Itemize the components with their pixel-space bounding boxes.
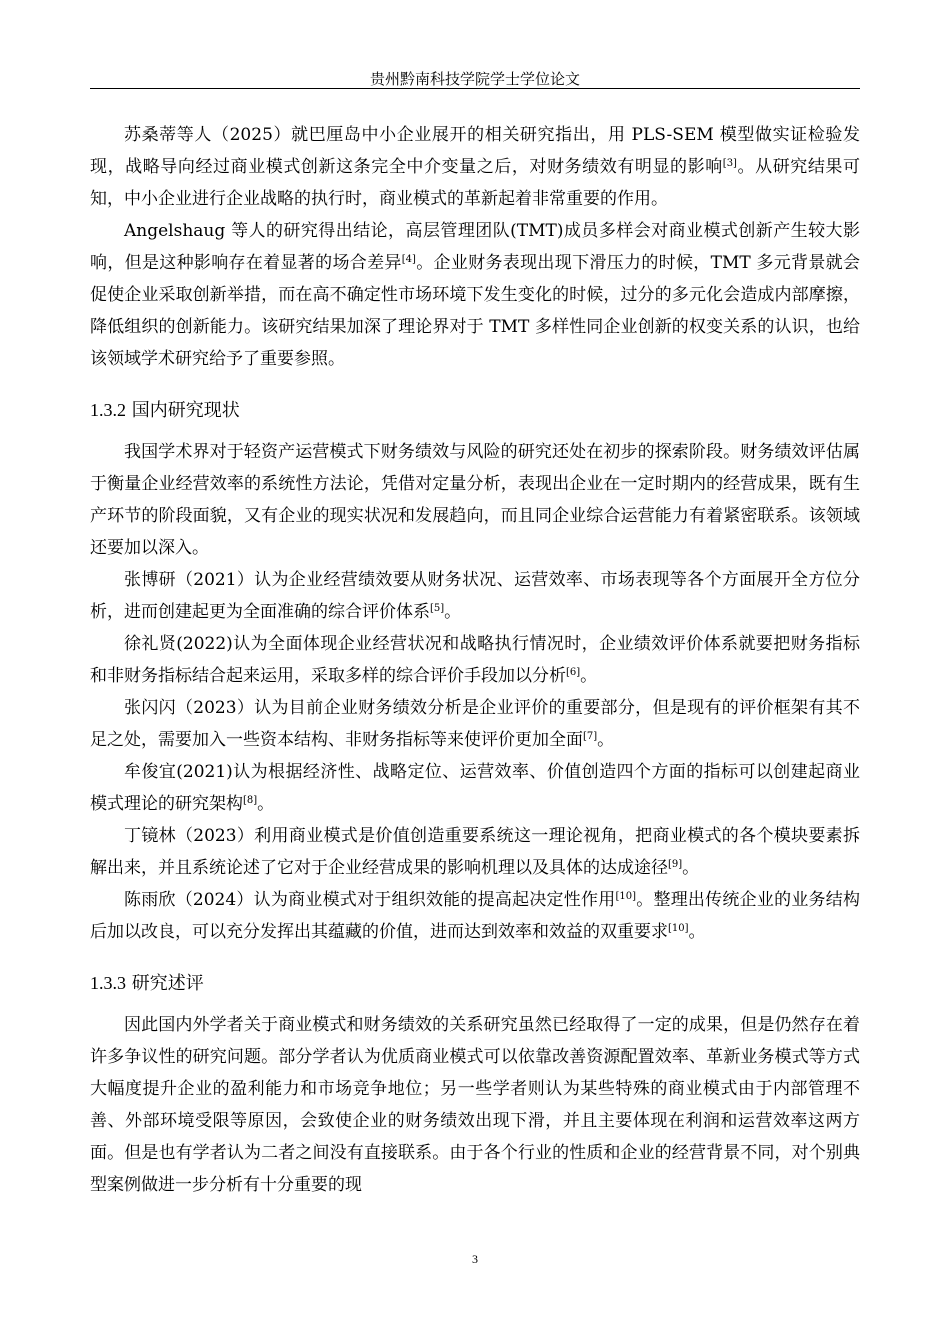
section-number: 1.3.2 (90, 400, 126, 420)
citation-ref: [7] (583, 731, 598, 742)
header-rule (90, 88, 860, 89)
citation-ref: [3] (722, 158, 737, 169)
paragraph-zhang-boyan: 张博研（2021）认为企业经营绩效要从财务状况、运营效率、市场表现等各个方面展开全方位分析，进而创建起更为全面准确的综合评价体系[5]。 (90, 570, 860, 622)
section-heading-1-3-2 (90, 395, 860, 426)
citation-ref: [8] (243, 795, 258, 806)
citation-ref: [6] (566, 667, 581, 678)
page-number: 3 (472, 1252, 478, 1266)
section-heading-1-3-3 (90, 968, 860, 999)
paragraph-sustanti: 苏桑蒂等人（2025）就巴厘岛中小企业展开的相关研究指出，用 PLS-SEM 模型做实证检验发现，战略导向经过商业模式创新这条完全中介变量之后，对财务绩效有明显的影响[3]。从研究结果可知，中小企业进行企业战略的执行时，商业模式的革新起着非常重要的作用。 (90, 125, 861, 209)
paragraph-chen-yuxin: 陈雨欣（2024）认为商业模式对于组织效能的提高起决定性作用[10]。整理出传统企业的业务结构后加以改良，可以充分发挥出其蕴藏的价值，进而达到效率和效益的双重要求[10]。 (90, 890, 861, 942)
paragraph-ding-jinglin: 丁镜林（2023）利用商业模式是价值创造重要系统这一理论视角，把商业模式的各个模块要素拆解出来，并且系统论述了它对于企业经营成果的影响机理以及具体的达成途径[9]。 (90, 826, 860, 878)
paragraph-xu-lixian: 徐礼贤(2022)认为全面体现企业经营状况和战略执行情况时，企业绩效评价体系就要把财务指标和非财务指标结合起来运用，采取多样的综合评价手段加以分析[6]。 (90, 634, 860, 686)
paragraph-mou-junyi: 牟俊宜(2021)认为根据经济性、战略定位、运营效率、价值创造四个方面的指标可以创建起商业模式理论的研究架构[8]。 (90, 762, 860, 814)
section-number: 1.3.3 (90, 973, 126, 993)
paragraph-angelshaug: Angelshaug 等人的研究得出结论，高层管理团队(TMT)成员多样会对商业模式创新产生较大影响，但是这种影响存在着显著的场合差异[4]。企业财务表现出现下滑压力的时候，TMT 多元背景就会促使企业采取创新举措，而在高不确定性市场环境下发生变化的时候，过分的多元化会造成内部摩擦，降低组织的创新能力。该研究结果加深了理论界对于 TMT 多样性同企业创新的权变关系的认识，也给该领域学术研究给予了重要参照。 (90, 221, 860, 369)
page-body (90, 119, 860, 1201)
section-title: 研究述评 (131, 973, 204, 994)
citation-ref: [10] (668, 923, 689, 934)
citation-ref: [9] (668, 859, 683, 870)
section-title: 国内研究现状 (131, 400, 240, 421)
paragraph-zhang-shanshan: 张闪闪（2023）认为目前企业财务绩效分析是企业评价的重要部分，但是现有的评价框架有其不足之处，需要加入一些资本结构、非财务指标等来使评价更加全面[7]。 (90, 698, 860, 750)
running-header: 贵州黔南科技学院学士学位论文 (369, 70, 580, 88)
citation-ref: [10] (615, 891, 637, 902)
citation-ref: [5] (430, 603, 445, 614)
paragraph-domestic-intro: 我国学术界对于轻资产运营模式下财务绩效与风险的研究还处在初步的探索阶段。财务绩效评估属于衡量企业经营效率的系统性方法论，凭借对定量分析，表现出企业在一定时期内的经营成果，既有生产环节的阶段面貌，又有企业的现实状况和发展趋向，而且同企业综合运营能力有着紧密联系。该领域还要加以深入。 (90, 442, 860, 558)
paragraph-review: 因此国内外学者关于商业模式和财务绩效的关系研究虽然已经取得了一定的成果，但是仍然存在着许多争议性的研究问题。部分学者认为优质商业模式可以依靠改善资源配置效率、革新业务模式等方式大幅度提升企业的盈利能力和市场竞争地位；另一些学者则认为某些特殊的商业模式由于内部管理不善、外部环境受限等原因，会致使企业的财务绩效出现下滑，并且主要体现在利润和运营效率这两方面。但是也有学者认为二者之间没有直接联系。由于各个行业的性质和企业的经营背景不同，对个别典型案例做进一步分析有十分重要的现 (90, 1015, 860, 1195)
citation-ref: [4] (401, 254, 416, 265)
